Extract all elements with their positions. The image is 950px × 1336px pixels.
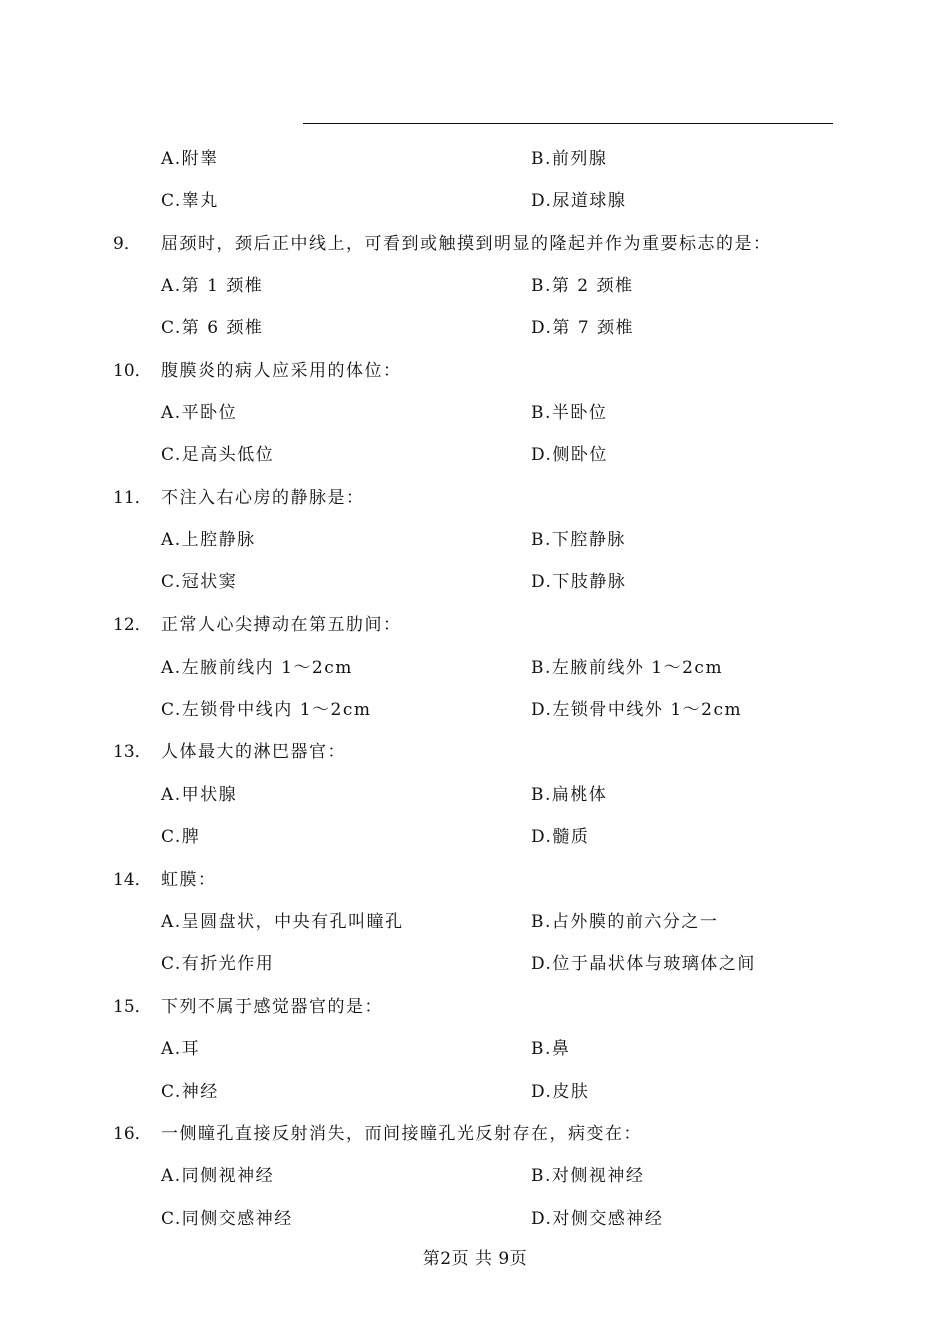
option-a: A.第 1 颈椎 [161,276,264,296]
option-b: B.对侧视神经 [531,1166,645,1186]
option-a: A.平卧位 [161,403,238,423]
question-number: 9． [113,234,141,254]
question-text: 下列不属于感觉器官的是： [161,997,383,1017]
option-d: D.尿道球腺 [531,191,627,211]
option-c: C.神经 [161,1082,219,1102]
option-b: B.左腋前线外 1～2cm [531,658,724,678]
question-text: 正常人心尖搏动在第五肋间： [161,615,402,635]
option-c: C.足高头低位 [161,445,275,465]
option-a: A.甲状腺 [161,785,238,805]
option-b: B.鼻 [531,1039,571,1059]
question-number: 15． [113,997,152,1017]
option-c: C.睾丸 [161,191,219,211]
option-c: C.左锁骨中线内 1～2cm [161,700,372,720]
page-footer: 第2页 共 9页 [422,1249,528,1269]
option-c: C.冠状窦 [161,572,238,592]
question-text: 虹膜： [161,870,217,890]
option-d: D.第 7 颈椎 [531,318,635,338]
option-b: B.占外膜的前六分之一 [531,912,719,932]
option-d: D.皮肤 [531,1082,590,1102]
option-a: A.耳 [161,1039,201,1059]
option-d: D.髓质 [531,827,590,847]
question-number: 12． [113,615,152,635]
option-a: A.同侧视神经 [161,1166,275,1186]
option-b: B.半卧位 [531,403,608,423]
question-number: 10． [113,361,152,381]
option-c: C.脾 [161,827,201,847]
option-c: C.第 6 颈椎 [161,318,264,338]
question-number: 16． [113,1124,152,1144]
option-a: A.呈圆盘状，中央有孔叫瞳孔 [161,912,404,932]
question-text: 屈颈时，颈后正中线上，可看到或触摸到明显的隆起并作为重要标志的是： [161,234,772,254]
option-d: D.位于晶状体与玻璃体之间 [531,954,756,974]
option-c: C.同侧交感神经 [161,1209,293,1229]
option-b: B.扁桃体 [531,785,608,805]
header-rule [303,123,833,124]
option-c: C.有折光作用 [161,954,275,974]
question-number: 11． [113,488,152,508]
option-d: D.下肢静脉 [531,572,627,592]
option-b: B.第 2 颈椎 [531,276,634,296]
option-d: D.对侧交感神经 [531,1209,664,1229]
option-b: B.下腔静脉 [531,530,626,550]
option-a: A.左腋前线内 1～2cm [161,658,353,678]
question-number: 13． [113,742,152,762]
option-d: D.侧卧位 [531,445,608,465]
question-text: 一侧瞳孔直接反射消失，而间接瞳孔光反射存在，病变在： [161,1124,642,1144]
question-text: 腹膜炎的病人应采用的体位： [161,361,402,381]
option-d: D.左锁骨中线外 1～2cm [531,700,743,720]
option-a: A.附睾 [161,149,219,169]
question-number: 14． [113,870,152,890]
option-b: B.前列腺 [531,149,608,169]
option-a: A.上腔静脉 [161,530,256,550]
question-text: 人体最大的淋巴器官： [161,742,346,762]
question-text: 不注入右心房的静脉是： [161,488,365,508]
